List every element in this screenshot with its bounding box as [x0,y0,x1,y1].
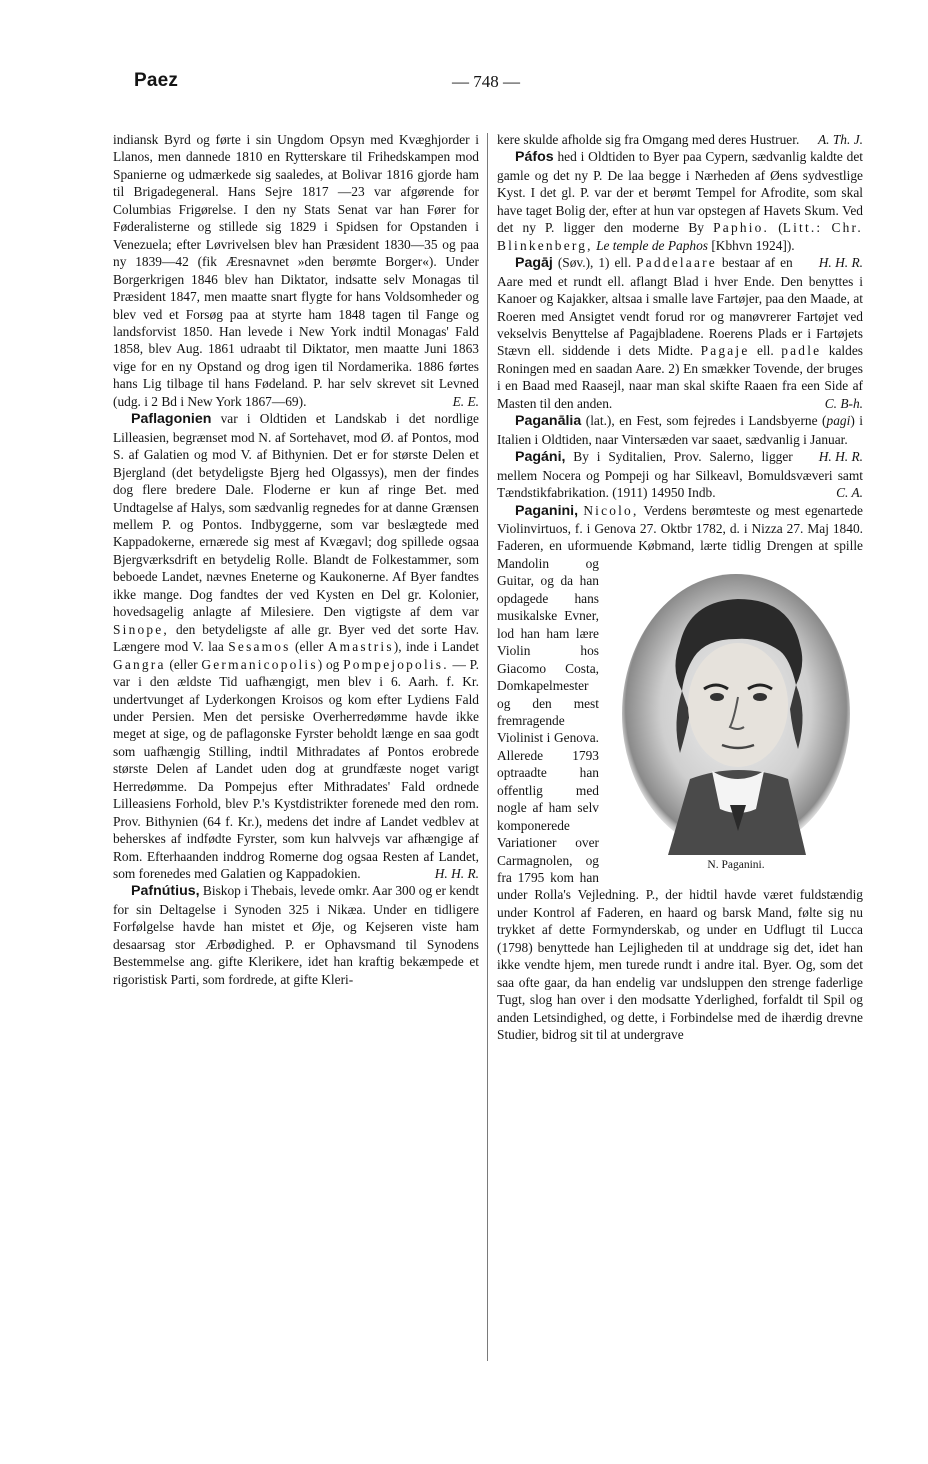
entry-text: (Søv.), 1) ell. [552,255,637,271]
entry-text: (eller [165,656,202,672]
entry-text: [Kbhvn 1924]). [708,237,795,253]
author-signature: E. E. [452,393,479,409]
left-column [113,131,479,988]
entry-text: — P. var i den ældste Tid uafhængigt, men blev i 6. Aarh. f. Kr. undertvunget af Lyderkongen Kroisos og kom efter Lydiens Fald under Persien. Men det persiske Overherredømme havde ikke meget at sige, og de paflagonske Fyrster beholdt længe en saa godt som uafhængig Stilling, indtil Mithradates af Pontos erobrede største Delen af Landet uden dog at grundfæste noget varigt Herredømme. Da Pompejus efter Mithradates' Fald ordnede Lilleasiens Forhold, blev P.'s Kystdistrikter forenede med den rom. Prov. Bithynien (64 f. Kr.), medens det indre af Landet vedblev at beherskes af indfødte Fyrster, som kun halvvejs var afhængige af Rom. Efterhaanden inddrog Romerne dog ogsaa Resten af Landet, som forenedes med Galatien og Kappadokien. [113,656,479,882]
paganini-portrait-image [620,573,852,855]
entry-text: (lat.), en Fest, som fejredes i Landsbyerne ( [581,413,827,429]
book-title: Le temple de Paphos [596,237,708,253]
headword: Pagáni, [515,449,566,466]
entry-paganini [497,502,863,1044]
author-signature: H. H. R. [818,449,863,465]
headword: Pagāj [515,255,553,272]
entry-pagaj [497,254,863,412]
spaced-term: Pagaje [700,343,750,359]
running-head [134,70,868,100]
entry-text: kere skulde afholde sig fra Omgang med deres Hustruer. [497,132,800,147]
entry-text: kaldes Roningen med en saadan Aare. 2) En smækker Tovende, der bruges i en Baad med Raasejl, naar man skal skifte Raaen fra een Side af Masten til den anden. [497,343,863,411]
entry-text: indiansk Byrd og førte i sin Ungdom Opsyn med Kvæghjorder i Llanos, men dannede 1810 en Rytterskare til Frihedskampen mod Spanierne og udmærkede sig saaledes, at Bolivar 1816 gjorde ham til Brigadegeneral. Hans Sejre 1817 —23 var afgørende for Columbias Frigørelse. I den ny Stats Senat var han Fører for Føderalisterne og stillede sig 1829 i Spidsen for Opstanden i Venezuela; efter Løvrivelsen blev han Præsident 1830—35 og paa ny 1839—42 (fik Æresnavnet »den berømte Borger«). Under Borgerkrigen 1846 blev han Diktator, indsatte selv Monagas til Præsident 1847, men maatte snart flygte for hans Voldsomheder og blev ved et Forsøg paa at styrte ham 1848 tagen til Fange og landsforvist 1850. Han levede i New York indtil Monagas' Fald 1858, blev Aug. 1861 udraabt til Diktator, men maatte Juni 1863 vige for en ny Opstand og drog igen til Nordamerika. 1886 førtes hans Lig tilbage til hans Fødeland. P. har selv skrevet sit Levned (udg. i 2 Bd i New York 1867—69). [113,132,479,409]
right-column [497,131,863,1044]
head-word: Paez [134,70,179,91]
entry-text: Verdens berømteste og mest egenartede Violinvirtuos, f. i Genova 27. Oktbr 1782, d. i Nizza 27. Maj 1840. Faderen, en uformuende Købmand, lærte tidlig Drengen [497,502,863,554]
spaced-term: Litt.: [782,220,823,236]
portrait-caption: N. Paganini. [707,858,765,871]
spaced-term: Paddelaare [636,255,717,271]
entry-text: Biskop i Thebais, levede omkr. Aar 300 og er kendt for sin Deltagelse i Synoden 325 i Nikæa. Under en tidligere Forfølgelse havde han mistet et Øje, og Kejseren viste ham desaarsag stor Ærbødighed. P. er Ophavsmand til Synodens Bestemmelse ang. gifte Klerikere, idet han kraftig bekæmpede et rigoristisk Parti, som fordrede, at gifte Kleri- [113,883,479,987]
entry-text: (eller [290,639,328,655]
spaced-term: Gangra [113,656,166,672]
column-divider [487,133,488,1361]
spaced-term: padle [781,343,822,359]
entry-text: bestaar af en Aare med et rundt ell. aflangt Blad i hver Ende. Den benyttes i Kanoer og Kajakker, altsaa i smalle lave Fartøjer, paa den Maade, at Roeren med Ansigtet vendt forud ror og manøvrerer Fartøjet ved vekselvis Benyttelse af Pagajbladene. Roerens Plads er i Fartøjets Stævn ell. siddende i dets Midte. [497,255,863,359]
headword: Paganini, [515,502,579,519]
italic-term: pagi [826,413,851,429]
entry-text: ell. [749,343,782,359]
entry-pafnutius-continuation [497,131,863,148]
spaced-term: Paphio. [713,220,770,236]
spaced-term: Germanicopolis [201,656,318,672]
headword: Paganālia [515,413,582,430]
entry-text: By i Syditalien, Prov. Salerno, ligger mellem Nocera og Pompeji og har Silkeavl, Bomuldsvæveri samt Tændstikfabrikation. (1911) 14950 Indb. [497,449,863,501]
entry-text: ) og [317,656,344,672]
entry-paflagonien [113,410,479,882]
headword: Páfos [515,149,554,166]
entry-paez-continuation [113,131,479,410]
author-signature: C. A. [836,485,863,501]
author-signature: H. H. R. [818,255,863,271]
portrait-figure [605,557,867,874]
headword: Paflagonien [131,411,212,428]
page-number: — 748 — [452,72,520,91]
spaced-term: Amastris [327,639,394,655]
entry-text: var i Oldtiden et Landskab i det nordlige Lilleasien, begrænset mod N. af Sortehavet, mod Ø. af Pontos, mod S. af Galatien og mod V. af Bithynien. Det er for største Delen et Bjergland (det betydeligste Bjerg hed Olgassys), men der findes dog flere bredere Dale. Floderne er kun af ringe Bet. med Undtagelse af Halys, som sædvanlig regnedes for at danne Grænsen mellem P. og Pontos. Indbyggerne, som var beslægtede med Kappadokerne, ernærede sig mest af Kvægavl; dog spillede ogsaa Bjergværksdrift en betydelig Rolle. Blandt de Folkestammer, som beboede Landet, nævnes Eneterne og Kaukonerne. Af Byer fandtes ikke mange. Dog fandtes der ved Kysten en Del gr. Kolonier, hovedsagelig anlagte af Milesiere. Den vigtigste af dem var [113,411,479,620]
spaced-term: Sesamos [228,639,291,655]
entry-text: den betydeligste af alle gr. Byer ved det sorte Hav. Længere mod V. laa [113,621,479,655]
headword: Pafnútius, [131,883,200,900]
author-signature: H. H. R. [434,866,479,882]
spaced-term: Pompejopolis. [343,656,449,672]
entry-text: hed i Oldtiden to Byer paa Cypern, sædvanlig kaldte det gamle og det ny P. De laa begge i Nærheden af Øens sydvestlige Kyst. I det gl. P. var der et berømt Tempel for Afrodite, som skal have taget Bolig der, efter at hun var opstegen af Havets Skum. Ved det ny P. ligger den moderne By [497,149,863,236]
entry-text: at spille Mandolin og Guitar, og da han opdagede hans musikalske Evner, lod han ham lære Violin hos Giacomo Costa, Domkapelmester og den mest fremragende Violinist i Genova. Allerede 1793 optraadte han offentlig med nogle af ham selv komponerede Variationer over Carmagnolen, og fra 1795 kom han under Rolla's Vejledning. P., der hidtil havde været fuldstændig under Kontrol af Faderen, en haard og barsk Mand, følte sig nu trykket af dette Formynderskab, og under en Udflugt til Lucca (1798) benyttede han Lejligheden til at unddrage sig det, idet han ikke vendte hjem, men turede rundt i andre ital. Byer. Og, som det saa ofte gaar, da han endelig var undsluppen den strenge faderlige Tugt, slog han over i den modsatte Yderlighed, forfaldt til Spil og anden Letsindighed, og dette, i Forbindelse med de ihærdig drevne Studier, bidrog sit til at undergrave [497,538,863,1043]
spaced-term: Nicolo, [583,502,639,518]
entry-pafnutius [113,882,479,988]
author-signature: A. Th. J. [817,132,863,147]
entry-text: ( [769,220,783,236]
entry-text: ), inde i Landet [393,639,479,655]
author-signature: C. B-h. [824,395,863,411]
spaced-term: Chr. Blinkenberg, [497,220,863,253]
entry-text: ) i Italien i Oldtiden, naar Vintersæden var saaet, sædvanlig i Januar. [497,413,863,447]
spaced-term: Sinope, [113,621,169,637]
